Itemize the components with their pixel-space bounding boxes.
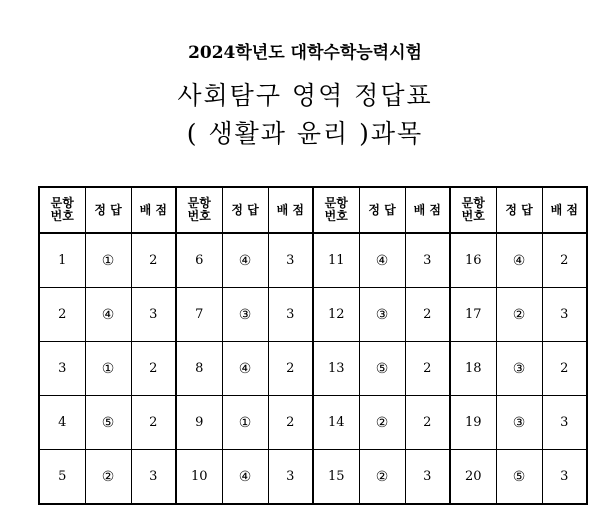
points-cell: 2 xyxy=(405,288,450,342)
answer-cell: ⑤ xyxy=(85,396,131,450)
question-number-cell: 13 xyxy=(313,342,359,396)
header-points: 배 점 xyxy=(405,187,450,233)
table-row xyxy=(39,450,587,505)
points-cell: 3 xyxy=(131,288,176,342)
question-number-cell: 6 xyxy=(176,233,222,288)
table-row xyxy=(39,396,587,450)
points-cell: 2 xyxy=(131,342,176,396)
answer-cell: ④ xyxy=(496,233,542,288)
answer-cell: ① xyxy=(85,342,131,396)
answer-cell: ④ xyxy=(222,233,268,288)
points-cell: 2 xyxy=(131,396,176,450)
header-question-number xyxy=(450,187,496,233)
points-cell: 3 xyxy=(268,450,313,505)
points-cell: 2 xyxy=(542,342,587,396)
question-number-cell: 8 xyxy=(176,342,222,396)
answer-cell: ④ xyxy=(222,450,268,505)
points-cell: 2 xyxy=(542,233,587,288)
answer-cell: ② xyxy=(85,450,131,505)
question-number-cell: 14 xyxy=(313,396,359,450)
table-row xyxy=(39,233,587,288)
table-header-row xyxy=(39,187,587,233)
header-question-number-line2: 번호 xyxy=(50,209,74,223)
points-cell: 2 xyxy=(268,396,313,450)
question-number-cell: 5 xyxy=(39,450,85,505)
table-row xyxy=(39,288,587,342)
question-number-cell: 10 xyxy=(176,450,222,505)
answer-cell: ③ xyxy=(496,396,542,450)
header-points: 배 점 xyxy=(268,187,313,233)
header-question-number-line1: 문항 xyxy=(50,196,74,210)
points-cell: 3 xyxy=(405,450,450,505)
question-number-cell: 17 xyxy=(450,288,496,342)
header-points: 배 점 xyxy=(542,187,587,233)
answer-cell: ④ xyxy=(359,233,405,288)
answer-cell: ④ xyxy=(222,342,268,396)
question-number-cell: 2 xyxy=(39,288,85,342)
answer-cell: ④ xyxy=(85,288,131,342)
header-question-number-line1: 문항 xyxy=(324,196,348,210)
points-cell: 3 xyxy=(268,233,313,288)
header-answer: 정 답 xyxy=(496,187,542,233)
question-number-cell: 16 xyxy=(450,233,496,288)
points-cell: 3 xyxy=(542,396,587,450)
header-question-number-line2: 번호 xyxy=(187,209,211,223)
exam-title: 2024학년도 대학수학능력시험 xyxy=(188,43,422,63)
answer-key-table xyxy=(38,186,588,505)
points-cell: 3 xyxy=(542,450,587,505)
question-number-cell: 12 xyxy=(313,288,359,342)
question-number-cell: 15 xyxy=(313,450,359,505)
answer-cell: ③ xyxy=(359,288,405,342)
question-number-cell: 19 xyxy=(450,396,496,450)
header-question-number xyxy=(313,187,359,233)
subject-title: ( 생활과 윤리 )과목 xyxy=(186,119,424,148)
answer-cell: ② xyxy=(359,396,405,450)
points-cell: 2 xyxy=(405,342,450,396)
answer-cell: ⑤ xyxy=(496,450,542,505)
header-question-number-line2: 번호 xyxy=(324,209,348,223)
answer-cell: ① xyxy=(85,233,131,288)
points-cell: 2 xyxy=(405,396,450,450)
question-number-cell: 20 xyxy=(450,450,496,505)
points-cell: 3 xyxy=(542,288,587,342)
header-answer: 정 답 xyxy=(359,187,405,233)
points-cell: 2 xyxy=(268,342,313,396)
answer-cell: ③ xyxy=(496,342,542,396)
header-question-number-line1: 문항 xyxy=(461,196,485,210)
question-number-cell: 4 xyxy=(39,396,85,450)
question-number-cell: 9 xyxy=(176,396,222,450)
question-number-cell: 1 xyxy=(39,233,85,288)
header-points: 배 점 xyxy=(131,187,176,233)
answer-cell: ① xyxy=(222,396,268,450)
document-title: 사회탐구 영역 정답표 xyxy=(177,81,433,110)
header-question-number xyxy=(39,187,85,233)
header-question-number-line1: 문항 xyxy=(187,196,211,210)
points-cell: 3 xyxy=(405,233,450,288)
header-question-number xyxy=(176,187,222,233)
points-cell: 3 xyxy=(268,288,313,342)
header-question-number-line2: 번호 xyxy=(461,209,485,223)
answer-cell: ② xyxy=(496,288,542,342)
answer-cell: ⑤ xyxy=(359,342,405,396)
answer-cell: ③ xyxy=(222,288,268,342)
question-number-cell: 11 xyxy=(313,233,359,288)
points-cell: 3 xyxy=(131,450,176,505)
header-answer: 정 답 xyxy=(85,187,131,233)
points-cell: 2 xyxy=(131,233,176,288)
question-number-cell: 7 xyxy=(176,288,222,342)
header-answer: 정 답 xyxy=(222,187,268,233)
question-number-cell: 18 xyxy=(450,342,496,396)
table-row xyxy=(39,342,587,396)
table-body xyxy=(39,233,587,504)
question-number-cell: 3 xyxy=(39,342,85,396)
answer-cell: ② xyxy=(359,450,405,505)
